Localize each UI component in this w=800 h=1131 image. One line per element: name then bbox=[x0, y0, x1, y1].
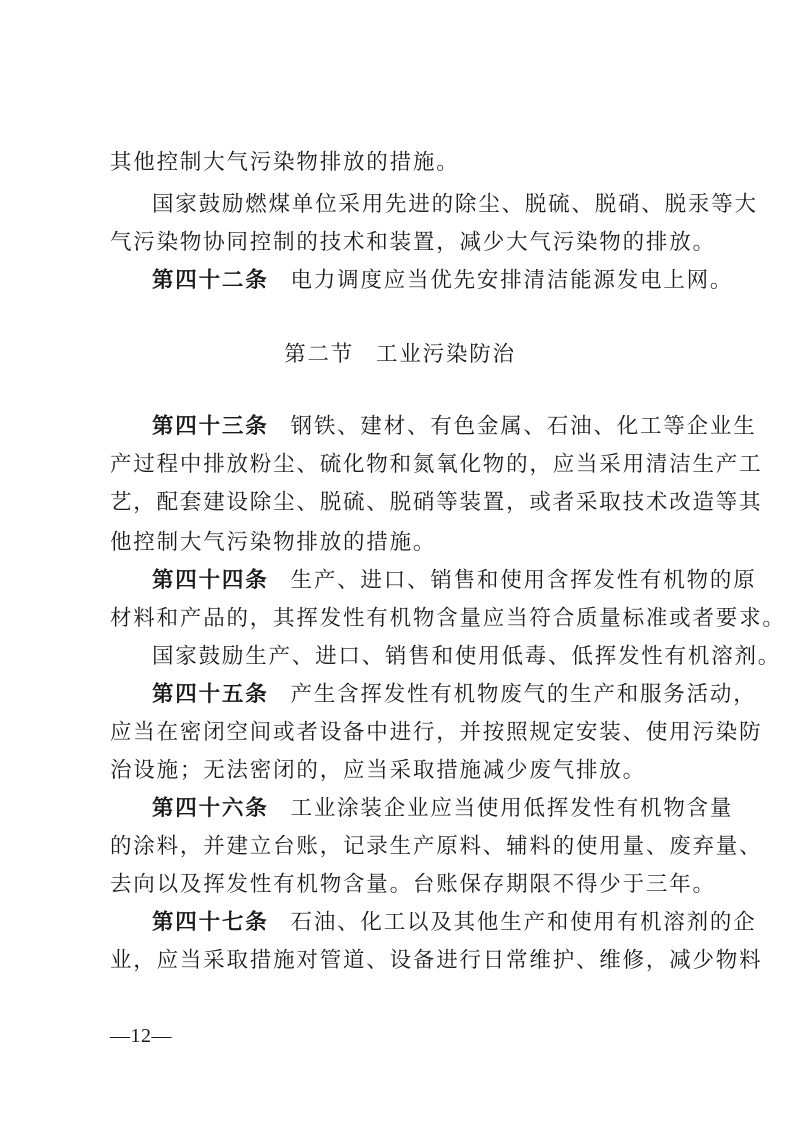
article-45 bbox=[152, 680, 757, 710]
article-number: 第四十四条 bbox=[152, 568, 269, 593]
paragraph-line: 艺，配套建设除尘、脱硫、脱硝等装置，或者采取技术改造等其 bbox=[110, 490, 763, 515]
paragraph-line: 去向以及挥发性有机物含量。台账保存期限不得少于三年。 bbox=[110, 872, 716, 897]
article-47 bbox=[152, 908, 757, 938]
article-46 bbox=[152, 794, 734, 824]
article-text: 生产、进口、销售和使用含挥发性有机物的原 bbox=[290, 568, 757, 593]
article-text: 石油、化工以及其他生产和使用有机溶剂的企 bbox=[290, 910, 757, 935]
paragraph-line: 产过程中排放粉尘、硫化物和氮氧化物的，应当采用清洁生产工 bbox=[110, 452, 763, 477]
paragraph-line: 应当在密闭空间或者设备中进行，并按照规定安装、使用污染防 bbox=[110, 720, 763, 745]
paragraph-line: 的涂料，并建立台账，记录生产原料、辅料的使用量、废弃量、 bbox=[110, 834, 763, 859]
paragraph-line: 国家鼓励燃煤单位采用先进的除尘、脱硫、脱硝、脱汞等大 bbox=[152, 192, 758, 217]
paragraph-line: 业，应当采取措施对管道、设备进行日常维护、维修，减少物料 bbox=[110, 948, 763, 973]
article-44 bbox=[152, 566, 757, 596]
article-43 bbox=[152, 412, 757, 442]
article-42 bbox=[152, 266, 734, 296]
article-number: 第四十六条 bbox=[152, 796, 269, 821]
article-number: 第四十五条 bbox=[152, 682, 269, 707]
paragraph-line: 治设施；无法密闭的，应当采取措施减少废气排放。 bbox=[110, 758, 646, 783]
article-text: 钢铁、建材、有色金属、石油、化工等企业生 bbox=[290, 414, 757, 439]
paragraph-line: 其他控制大气污染物排放的措施。 bbox=[110, 150, 460, 175]
paragraph-line: 材料和产品的，其挥发性有机物含量应当符合质量标准或者要求。 bbox=[110, 606, 786, 631]
section-heading bbox=[0, 340, 800, 370]
article-number: 第四十二条 bbox=[152, 268, 269, 293]
paragraph-line: 气污染物协同控制的技术和装置，减少大气污染物的排放。 bbox=[110, 230, 716, 255]
article-text: 工业涂装企业应当使用低挥发性有机物含量 bbox=[290, 796, 734, 821]
section-number: 第二节 bbox=[284, 342, 355, 367]
article-number: 第四十七条 bbox=[152, 910, 269, 935]
paragraph-line: 他控制大气污染物排放的措施。 bbox=[110, 530, 437, 555]
article-text: 产生含挥发性有机物废气的生产和服务活动， bbox=[290, 682, 757, 707]
article-text: 电力调度应当优先安排清洁能源发电上网。 bbox=[290, 268, 734, 293]
section-title: 工业污染防治 bbox=[376, 342, 516, 367]
paragraph-line: 国家鼓励生产、进口、销售和使用低毒、低挥发性有机溶剂。 bbox=[152, 644, 782, 669]
page-number: —12— bbox=[110, 1025, 172, 1047]
article-number: 第四十三条 bbox=[152, 414, 269, 439]
